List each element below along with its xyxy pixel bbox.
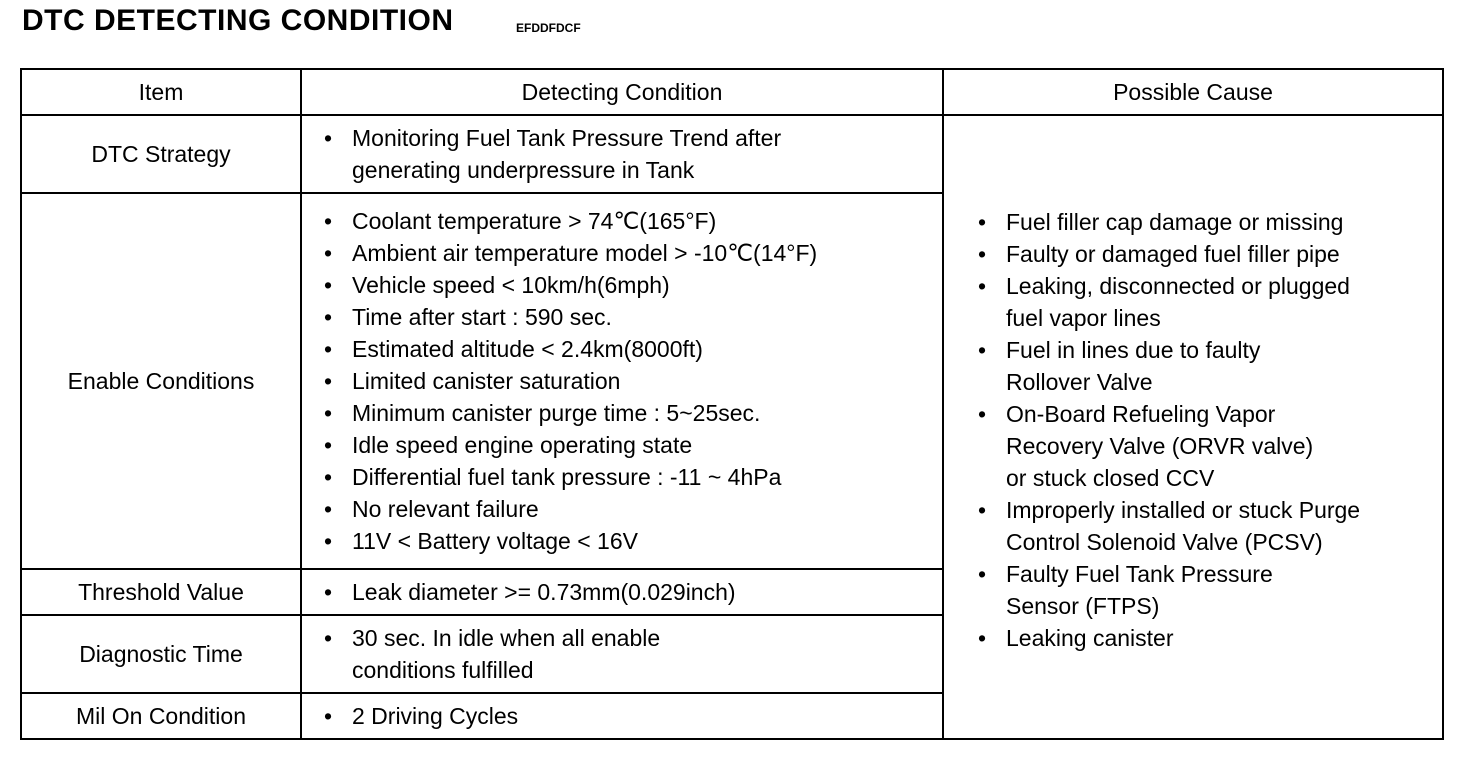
condition-cell <box>301 615 943 693</box>
list-item: • On-Board Refueling Vapor Recovery Valve (ORVR valve) or stuck closed CCV <box>978 398 1442 494</box>
list-item: • Leaking, disconnected or plugged fuel vapor lines <box>978 270 1442 334</box>
condition-cell <box>301 569 943 615</box>
header-detecting-condition: Detecting Condition <box>301 69 943 115</box>
list-item: • Estimated altitude < 2.4km(8000ft) <box>324 333 942 365</box>
condition-list <box>324 700 942 732</box>
list-item: • Fuel in lines due to faulty Rollover Valve <box>978 334 1442 398</box>
list-item: • Leaking canister <box>978 622 1442 654</box>
possible-cause-cell <box>943 115 1443 739</box>
header-item: Item <box>21 69 301 115</box>
possible-cause-list <box>978 206 1442 654</box>
list-item: • No relevant failure <box>324 493 942 525</box>
list-item: • Differential fuel tank pressure : -11 ~ 4hPa <box>324 461 942 493</box>
page-title: DTC DETECTING CONDITION <box>22 4 454 37</box>
item-label: Mil On Condition <box>21 693 301 739</box>
list-item: • 11V < Battery voltage < 16V <box>324 525 942 557</box>
dtc-condition-table <box>20 68 1444 740</box>
table-row-dtc-strategy <box>21 115 1443 193</box>
list-item: • Leak diameter >= 0.73mm(0.029inch) <box>324 576 942 608</box>
condition-list <box>324 576 942 608</box>
item-label: Diagnostic Time <box>21 615 301 693</box>
list-item: • 30 sec. In idle when all enable conditions fulfilled <box>324 622 942 686</box>
document-code: EFDDFDCF <box>516 21 581 35</box>
list-item: • Improperly installed or stuck Purge Control Solenoid Valve (PCSV) <box>978 494 1442 558</box>
item-label: Threshold Value <box>21 569 301 615</box>
list-item: • Time after start : 590 sec. <box>324 301 942 333</box>
list-item: • Fuel filler cap damage or missing <box>978 206 1442 238</box>
item-label: DTC Strategy <box>21 115 301 193</box>
list-item: • Monitoring Fuel Tank Pressure Trend after generating underpressure in Tank <box>324 122 942 186</box>
list-item: • Idle speed engine operating state <box>324 429 942 461</box>
header-possible-cause: Possible Cause <box>943 69 1443 115</box>
list-item: • 2 Driving Cycles <box>324 700 942 732</box>
list-item: • Faulty or damaged fuel filler pipe <box>978 238 1442 270</box>
condition-list <box>324 622 942 686</box>
list-item: • Limited canister saturation <box>324 365 942 397</box>
condition-list <box>324 122 942 186</box>
condition-cell <box>301 693 943 739</box>
list-item: • Minimum canister purge time : 5~25sec. <box>324 397 942 429</box>
condition-list <box>324 205 942 557</box>
condition-cell <box>301 115 943 193</box>
item-label: Enable Conditions <box>21 193 301 569</box>
list-item: • Coolant temperature > 74℃(165°F) <box>324 205 942 237</box>
table-header-row <box>21 69 1443 115</box>
condition-cell <box>301 193 943 569</box>
list-item: • Vehicle speed < 10km/h(6mph) <box>324 269 942 301</box>
list-item: • Ambient air temperature model > -10℃(14°F) <box>324 237 942 269</box>
list-item: • Faulty Fuel Tank Pressure Sensor (FTPS) <box>978 558 1442 622</box>
